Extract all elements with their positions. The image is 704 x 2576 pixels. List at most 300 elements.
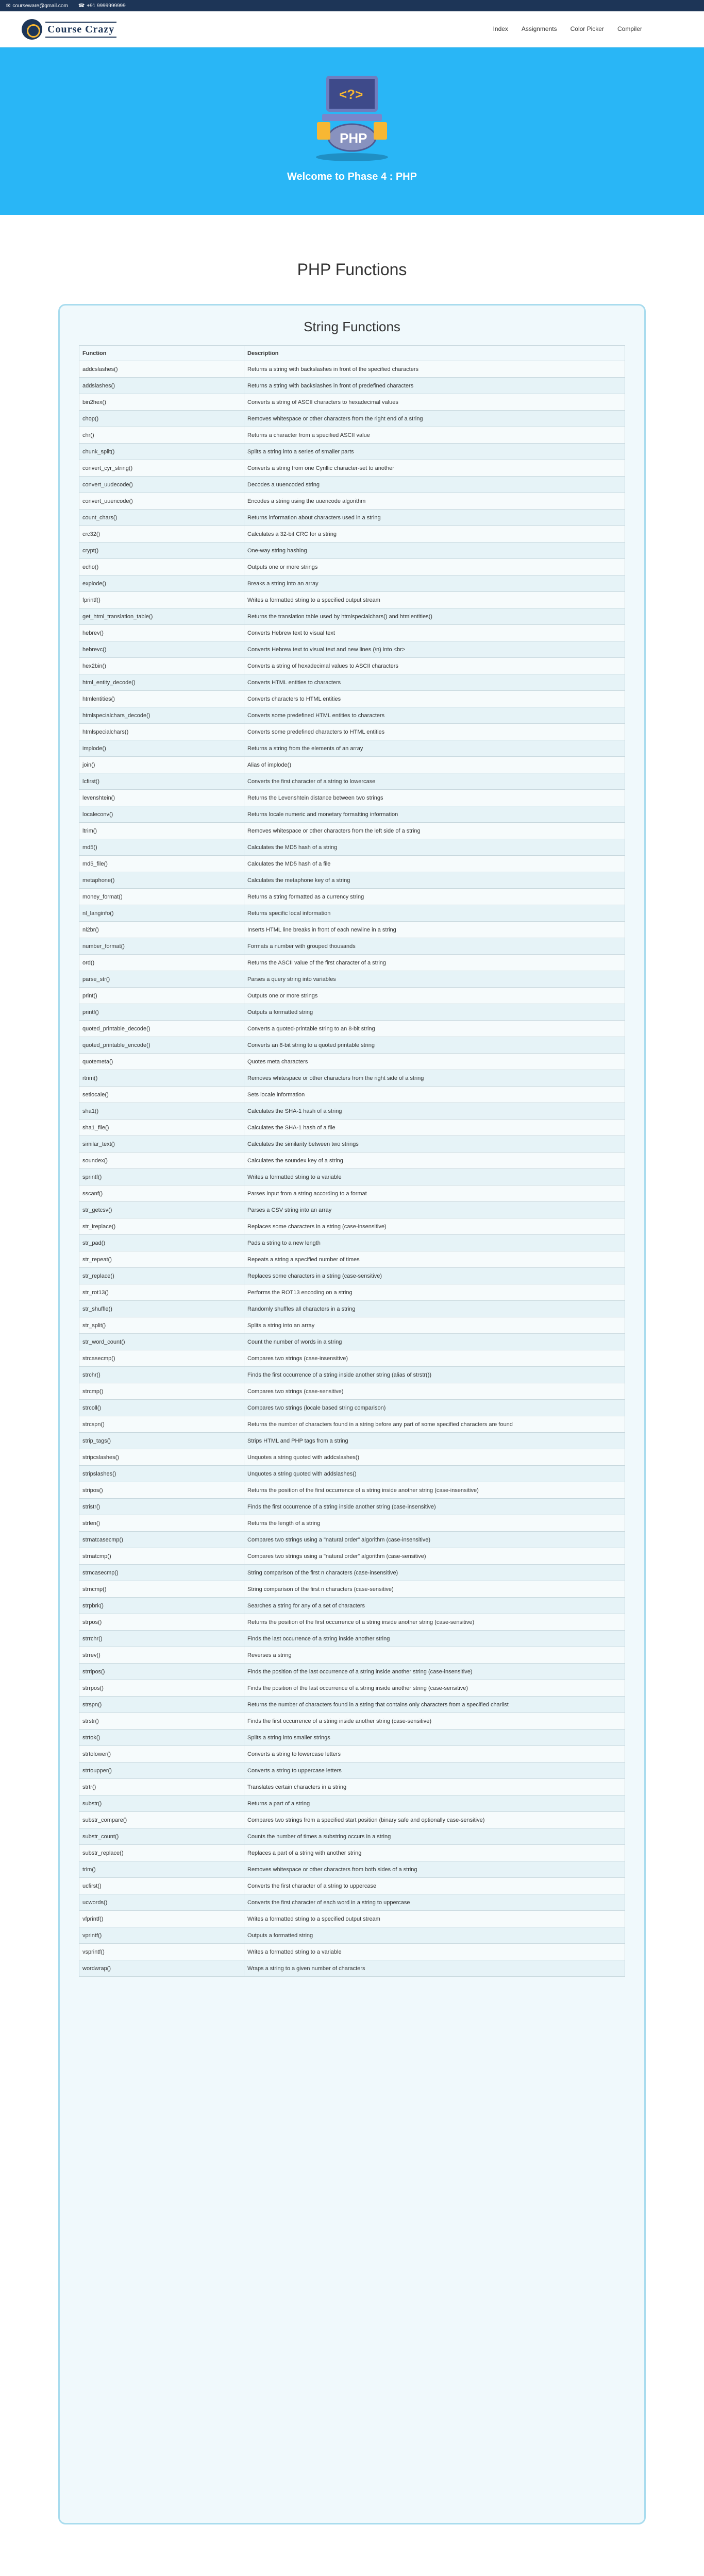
phone-contact[interactable] xyxy=(78,3,126,9)
description-cell: Converts a string of ASCII characters to hexadecimal values xyxy=(244,394,625,411)
table-row xyxy=(79,1631,625,1647)
description-cell: Writes a formatted string to a variable xyxy=(244,1944,625,1960)
function-cell: htmlspecialchars_decode() xyxy=(79,707,244,724)
function-cell: strip_tags() xyxy=(79,1433,244,1449)
logo-text: Course Crazy xyxy=(45,22,116,38)
description-cell: Converts some predefined characters to HTML entities xyxy=(244,724,625,740)
description-cell: Removes whitespace or other characters from the right end of a string xyxy=(244,411,625,427)
description-cell: Converts a string from one Cyrillic character-set to another xyxy=(244,460,625,477)
function-cell: printf() xyxy=(79,1004,244,1021)
description-cell: Converts characters to HTML entities xyxy=(244,691,625,707)
description-cell: Unquotes a string quoted with addslashes() xyxy=(244,1466,625,1482)
table-row xyxy=(79,1268,625,1284)
description-cell: Returns the ASCII value of the first character of a string xyxy=(244,955,625,971)
nav-item-index[interactable]: Index xyxy=(493,25,508,32)
function-cell: substr_count() xyxy=(79,1828,244,1845)
function-cell: strnatcasecmp() xyxy=(79,1532,244,1548)
table-row xyxy=(79,1284,625,1301)
function-cell: sha1_file() xyxy=(79,1120,244,1136)
table-row xyxy=(79,1598,625,1614)
hero-title: Welcome to Phase 4 : PHP xyxy=(287,171,417,182)
description-cell: Finds the first occurrence of a string inside another string (case-sensitive) xyxy=(244,1713,625,1730)
table-row xyxy=(79,444,625,460)
table-row xyxy=(79,938,625,955)
description-cell: One-way string hashing xyxy=(244,543,625,559)
function-cell: hebrev() xyxy=(79,625,244,641)
description-cell: Parses a CSV string into an array xyxy=(244,1202,625,1218)
function-cell: bin2hex() xyxy=(79,394,244,411)
function-cell: strrpos() xyxy=(79,1680,244,1697)
table-row xyxy=(79,757,625,773)
description-cell: Converts the first character of a string to uppercase xyxy=(244,1878,625,1894)
function-cell: str_pad() xyxy=(79,1235,244,1251)
function-cell: strtoupper() xyxy=(79,1762,244,1779)
function-cell: implode() xyxy=(79,740,244,757)
description-cell: Replaces some characters in a string (case-sensitive) xyxy=(244,1268,625,1284)
description-cell: Calculates the soundex key of a string xyxy=(244,1153,625,1169)
description-cell: Finds the first occurrence of a string inside another string (alias of strstr()) xyxy=(244,1367,625,1383)
function-cell: str_word_count() xyxy=(79,1334,244,1350)
function-cell: count_chars() xyxy=(79,510,244,526)
function-cell: strncmp() xyxy=(79,1581,244,1598)
function-cell: levenshtein() xyxy=(79,790,244,806)
table-row xyxy=(79,1894,625,1911)
description-cell: Converts the first character of a string to lowercase xyxy=(244,773,625,790)
table-row xyxy=(79,1185,625,1202)
function-cell: sprintf() xyxy=(79,1169,244,1185)
table-row xyxy=(79,691,625,707)
table-row xyxy=(79,1927,625,1944)
page-title: PHP Functions xyxy=(297,260,407,279)
table-row xyxy=(79,361,625,378)
svg-text:<?>: <?> xyxy=(339,87,363,102)
table-row xyxy=(79,1795,625,1812)
function-cell: strcasecmp() xyxy=(79,1350,244,1367)
table-row xyxy=(79,625,625,641)
description-cell: Writes a formatted string to a specified output stream xyxy=(244,592,625,608)
table-row xyxy=(79,1779,625,1795)
table-row xyxy=(79,1054,625,1070)
description-cell: Breaks a string into an array xyxy=(244,575,625,592)
table-row xyxy=(79,1400,625,1416)
nav-item-assignments[interactable]: Assignments xyxy=(521,25,557,32)
table-row xyxy=(79,1037,625,1054)
table-row xyxy=(79,889,625,905)
description-cell: Inserts HTML line breaks in front of each newline in a string xyxy=(244,922,625,938)
description-cell: Alias of implode() xyxy=(244,757,625,773)
function-cell: stripslashes() xyxy=(79,1466,244,1482)
table-row xyxy=(79,1713,625,1730)
table-row xyxy=(79,955,625,971)
description-cell: Replaces a part of a string with another string xyxy=(244,1845,625,1861)
function-cell: chop() xyxy=(79,411,244,427)
description-cell: Removes whitespace or other characters from both sides of a string xyxy=(244,1861,625,1878)
function-cell: echo() xyxy=(79,559,244,575)
phone-text: +91 9999999999 xyxy=(87,3,126,9)
function-cell: substr() xyxy=(79,1795,244,1812)
description-cell: Parses a query string into variables xyxy=(244,971,625,988)
table-row xyxy=(79,608,625,625)
table-row xyxy=(79,839,625,856)
table-row xyxy=(79,526,625,543)
description-cell: Compares two strings using a "natural order" algorithm (case-sensitive) xyxy=(244,1548,625,1565)
nav-menu xyxy=(493,25,642,32)
description-cell: Translates certain characters in a string xyxy=(244,1779,625,1795)
table-row xyxy=(79,427,625,444)
description-cell: Outputs a formatted string xyxy=(244,1004,625,1021)
function-cell: chr() xyxy=(79,427,244,444)
table-row xyxy=(79,806,625,823)
function-cell: nl2br() xyxy=(79,922,244,938)
description-cell: Returns a string with backslashes in front of predefined characters xyxy=(244,378,625,394)
description-cell: Wraps a string to a given number of characters xyxy=(244,1960,625,1977)
description-cell: Returns a string with backslashes in front of the specified characters xyxy=(244,361,625,378)
description-cell: Calculates a 32-bit CRC for a string xyxy=(244,526,625,543)
table-row xyxy=(79,1664,625,1680)
table-row xyxy=(79,707,625,724)
description-cell: Removes whitespace or other characters from the left side of a string xyxy=(244,823,625,839)
function-cell: get_html_translation_table() xyxy=(79,608,244,625)
function-cell: money_format() xyxy=(79,889,244,905)
function-cell: htmlentities() xyxy=(79,691,244,707)
table-row xyxy=(79,1449,625,1466)
function-cell: strcoll() xyxy=(79,1400,244,1416)
table-row xyxy=(79,724,625,740)
function-cell: strcspn() xyxy=(79,1416,244,1433)
description-cell: Searches a string for any of a set of characters xyxy=(244,1598,625,1614)
description-cell: Unquotes a string quoted with addcslashes() xyxy=(244,1449,625,1466)
column-header-description: Description xyxy=(244,346,625,361)
table-row xyxy=(79,1614,625,1631)
function-cell: strtok() xyxy=(79,1730,244,1746)
table-row xyxy=(79,493,625,510)
php-illustration-icon xyxy=(311,71,393,163)
table-row xyxy=(79,1828,625,1845)
description-cell: Parses input from a string according to a format xyxy=(244,1185,625,1202)
table-row xyxy=(79,1548,625,1565)
description-cell: Strips HTML and PHP tags from a string xyxy=(244,1433,625,1449)
description-cell: Outputs one or more strings xyxy=(244,988,625,1004)
function-cell: hebrevc() xyxy=(79,641,244,658)
hero-illustration-label: PHP xyxy=(340,130,367,146)
description-cell: Compares two strings from a specified start position (binary safe and optionally case-sensitive) xyxy=(244,1812,625,1828)
description-cell: Calculates the similarity between two strings xyxy=(244,1136,625,1153)
function-cell: htmlspecialchars() xyxy=(79,724,244,740)
string-functions-table xyxy=(79,345,625,1977)
function-cell: strpos() xyxy=(79,1614,244,1631)
email-contact[interactable] xyxy=(6,3,68,9)
table-row xyxy=(79,1416,625,1433)
table-row xyxy=(79,1532,625,1548)
table-row xyxy=(79,658,625,674)
function-cell: vsprintf() xyxy=(79,1944,244,1960)
description-cell: Converts some predefined HTML entities to characters xyxy=(244,707,625,724)
table-row xyxy=(79,559,625,575)
function-cell: fprintf() xyxy=(79,592,244,608)
table-row xyxy=(79,971,625,988)
description-cell: Converts a string to lowercase letters xyxy=(244,1746,625,1762)
description-cell: Returns a string from the elements of an array xyxy=(244,740,625,757)
function-cell: wordwrap() xyxy=(79,1960,244,1977)
function-cell: localeconv() xyxy=(79,806,244,823)
description-cell: Converts an 8-bit string to a quoted printable string xyxy=(244,1037,625,1054)
table-row xyxy=(79,411,625,427)
table-row xyxy=(79,1301,625,1317)
table-row xyxy=(79,1317,625,1334)
function-cell: md5_file() xyxy=(79,856,244,872)
table-row xyxy=(79,1499,625,1515)
function-cell: str_repeat() xyxy=(79,1251,244,1268)
function-cell: soundex() xyxy=(79,1153,244,1169)
description-cell: Calculates the SHA-1 hash of a file xyxy=(244,1120,625,1136)
function-cell: str_ireplace() xyxy=(79,1218,244,1235)
function-cell: str_rot13() xyxy=(79,1284,244,1301)
function-cell: rtrim() xyxy=(79,1070,244,1087)
function-cell: lcfirst() xyxy=(79,773,244,790)
table-row xyxy=(79,1482,625,1499)
nav-item-color-picker[interactable]: Color Picker xyxy=(570,25,604,32)
description-cell: Calculates the MD5 hash of a file xyxy=(244,856,625,872)
function-cell: similar_text() xyxy=(79,1136,244,1153)
function-cell: str_split() xyxy=(79,1317,244,1334)
description-cell: Replaces some characters in a string (case-insensitive) xyxy=(244,1218,625,1235)
table-row xyxy=(79,1762,625,1779)
table-row xyxy=(79,1169,625,1185)
mail-icon: ✉ xyxy=(6,3,11,9)
description-cell: Returns specific local information xyxy=(244,905,625,922)
description-cell: Outputs a formatted string xyxy=(244,1927,625,1944)
function-cell: strchr() xyxy=(79,1367,244,1383)
function-cell: quoted_printable_encode() xyxy=(79,1037,244,1054)
function-cell: substr_compare() xyxy=(79,1812,244,1828)
function-cell: vprintf() xyxy=(79,1927,244,1944)
function-cell: convert_cyr_string() xyxy=(79,460,244,477)
table-row xyxy=(79,1103,625,1120)
table-row xyxy=(79,1697,625,1713)
description-cell: Returns the position of the first occurrence of a string inside another string (case-insensitive) xyxy=(244,1482,625,1499)
description-cell: Returns the number of characters found in a string before any part of some specified characters are found xyxy=(244,1416,625,1433)
description-cell: Compares two strings (case-insensitive) xyxy=(244,1350,625,1367)
table-row xyxy=(79,543,625,559)
description-cell: Calculates the MD5 hash of a string xyxy=(244,839,625,856)
table-row xyxy=(79,1812,625,1828)
description-cell: Returns the translation table used by htmlspecialchars() and htmlentities() xyxy=(244,608,625,625)
table-row xyxy=(79,641,625,658)
function-cell: setlocale() xyxy=(79,1087,244,1103)
table-row xyxy=(79,1334,625,1350)
table-row xyxy=(79,1878,625,1894)
function-cell: sha1() xyxy=(79,1103,244,1120)
function-cell: stripos() xyxy=(79,1482,244,1499)
description-cell: Formats a number with grouped thousands xyxy=(244,938,625,955)
function-cell: strtolower() xyxy=(79,1746,244,1762)
table-row xyxy=(79,1153,625,1169)
table-row xyxy=(79,1021,625,1037)
function-cell: hex2bin() xyxy=(79,658,244,674)
email-text: courseware@gmail.com xyxy=(12,3,68,9)
logo-emblem-icon xyxy=(22,19,42,40)
function-cell: md5() xyxy=(79,839,244,856)
table-row xyxy=(79,790,625,806)
description-cell: Returns a character from a specified ASCII value xyxy=(244,427,625,444)
description-cell: Converts Hebrew text to visual text and new lines (\n) into <br> xyxy=(244,641,625,658)
description-cell: Finds the position of the last occurrence of a string inside another string (case-sensitive) xyxy=(244,1680,625,1697)
table-row xyxy=(79,1004,625,1021)
hero-banner xyxy=(0,47,704,215)
table-row xyxy=(79,1350,625,1367)
description-cell: Compares two strings (case-sensitive) xyxy=(244,1383,625,1400)
description-cell: Finds the first occurrence of a string inside another string (case-insensitive) xyxy=(244,1499,625,1515)
table-row xyxy=(79,905,625,922)
table-row xyxy=(79,1120,625,1136)
function-cell: str_getcsv() xyxy=(79,1202,244,1218)
function-cell: print() xyxy=(79,988,244,1004)
table-row xyxy=(79,460,625,477)
description-cell: Sets locale information xyxy=(244,1087,625,1103)
function-cell: stristr() xyxy=(79,1499,244,1515)
table-row xyxy=(79,378,625,394)
table-row xyxy=(79,872,625,889)
main-navbar xyxy=(0,11,704,47)
column-header-function: Function xyxy=(79,346,244,361)
description-cell: Compares two strings (locale based string comparison) xyxy=(244,1400,625,1416)
description-cell: String comparison of the first n characters (case-insensitive) xyxy=(244,1565,625,1581)
table-row xyxy=(79,674,625,691)
table-row xyxy=(79,1944,625,1960)
function-cell: chunk_split() xyxy=(79,444,244,460)
table-row xyxy=(79,773,625,790)
description-cell: Encodes a string using the uuencode algorithm xyxy=(244,493,625,510)
table-row xyxy=(79,1845,625,1861)
table-row xyxy=(79,1383,625,1400)
table-row xyxy=(79,1070,625,1087)
table-row xyxy=(79,922,625,938)
function-cell: quoted_printable_decode() xyxy=(79,1021,244,1037)
description-cell: Converts a string of hexadecimal values to ASCII characters xyxy=(244,658,625,674)
phone-icon: ☎ xyxy=(78,3,85,9)
table-row xyxy=(79,1235,625,1251)
description-cell: Writes a formatted string to a variable xyxy=(244,1169,625,1185)
table-row xyxy=(79,1251,625,1268)
table-row xyxy=(79,1647,625,1664)
function-cell: ltrim() xyxy=(79,823,244,839)
table-row xyxy=(79,1202,625,1218)
string-section-title: String Functions xyxy=(304,319,400,334)
description-cell: Splits a string into a series of smaller parts xyxy=(244,444,625,460)
table-row xyxy=(79,1218,625,1235)
description-cell: Splits a string into an array xyxy=(244,1317,625,1334)
description-cell: Reverses a string xyxy=(244,1647,625,1664)
top-contact-bar xyxy=(0,0,704,11)
description-cell: Splits a string into smaller strings xyxy=(244,1730,625,1746)
table-row xyxy=(79,823,625,839)
function-cell: convert_uudecode() xyxy=(79,477,244,493)
function-cell: stripcslashes() xyxy=(79,1449,244,1466)
function-cell: strrchr() xyxy=(79,1631,244,1647)
description-cell: Finds the position of the last occurrence of a string inside another string (case-insensitive) xyxy=(244,1664,625,1680)
function-cell: sscanf() xyxy=(79,1185,244,1202)
table-row xyxy=(79,1367,625,1383)
function-cell: crc32() xyxy=(79,526,244,543)
function-cell: number_format() xyxy=(79,938,244,955)
table-row xyxy=(79,1861,625,1878)
function-cell: html_entity_decode() xyxy=(79,674,244,691)
description-cell: Quotes meta characters xyxy=(244,1054,625,1070)
function-cell: quotemeta() xyxy=(79,1054,244,1070)
description-cell: Decodes a uuencoded string xyxy=(244,477,625,493)
description-cell: Compares two strings using a "natural order" algorithm (case-insensitive) xyxy=(244,1532,625,1548)
description-cell: Converts a string to uppercase letters xyxy=(244,1762,625,1779)
table-row xyxy=(79,988,625,1004)
table-row xyxy=(79,1466,625,1482)
description-cell: Count the number of words in a string xyxy=(244,1334,625,1350)
table-row xyxy=(79,1746,625,1762)
table-row xyxy=(79,1911,625,1927)
description-cell: Returns information about characters used in a string xyxy=(244,510,625,526)
function-cell: str_replace() xyxy=(79,1268,244,1284)
description-cell: Calculates the SHA-1 hash of a string xyxy=(244,1103,625,1120)
function-cell: str_shuffle() xyxy=(79,1301,244,1317)
function-cell: strripos() xyxy=(79,1664,244,1680)
function-cell: strncasecmp() xyxy=(79,1565,244,1581)
description-cell: Performs the ROT13 encoding on a string xyxy=(244,1284,625,1301)
table-row xyxy=(79,592,625,608)
description-cell: Returns the Levenshtein distance between two strings xyxy=(244,790,625,806)
table-row xyxy=(79,1730,625,1746)
function-cell: ucfirst() xyxy=(79,1878,244,1894)
description-cell: Finds the last occurrence of a string inside another string xyxy=(244,1631,625,1647)
function-cell: strspn() xyxy=(79,1697,244,1713)
table-row xyxy=(79,575,625,592)
function-cell: strrev() xyxy=(79,1647,244,1664)
table-row xyxy=(79,856,625,872)
function-cell: addslashes() xyxy=(79,378,244,394)
table-row xyxy=(79,1087,625,1103)
site-logo[interactable] xyxy=(22,18,116,41)
description-cell: Repeats a string a specified number of times xyxy=(244,1251,625,1268)
description-cell: Returns the position of the first occurrence of a string inside another string (case-sensitive) xyxy=(244,1614,625,1631)
table-row xyxy=(79,1960,625,1977)
nav-item-compiler[interactable]: Compiler xyxy=(617,25,642,32)
function-cell: strnatcmp() xyxy=(79,1548,244,1565)
function-cell: join() xyxy=(79,757,244,773)
table-row xyxy=(79,1565,625,1581)
table-row xyxy=(79,1515,625,1532)
description-cell: Returns a string formatted as a currency string xyxy=(244,889,625,905)
function-cell: parse_str() xyxy=(79,971,244,988)
description-cell: Returns a part of a string xyxy=(244,1795,625,1812)
function-cell: strtr() xyxy=(79,1779,244,1795)
description-cell: Writes a formatted string to a specified output stream xyxy=(244,1911,625,1927)
description-cell: Converts a quoted-printable string to an 8-bit string xyxy=(244,1021,625,1037)
function-cell: ucwords() xyxy=(79,1894,244,1911)
description-cell: Converts the first character of each word in a string to uppercase xyxy=(244,1894,625,1911)
table-row xyxy=(79,1581,625,1598)
function-cell: ord() xyxy=(79,955,244,971)
description-cell: Randomly shuffles all characters in a string xyxy=(244,1301,625,1317)
table-row xyxy=(79,477,625,493)
table-row xyxy=(79,1136,625,1153)
table-row xyxy=(79,394,625,411)
description-cell: Removes whitespace or other characters from the right side of a string xyxy=(244,1070,625,1087)
description-cell: Pads a string to a new length xyxy=(244,1235,625,1251)
function-cell: convert_uuencode() xyxy=(79,493,244,510)
description-cell: Returns the number of characters found in a string that contains only characters from a specified charlist xyxy=(244,1697,625,1713)
description-cell: Calculates the metaphone key of a string xyxy=(244,872,625,889)
function-cell: explode() xyxy=(79,575,244,592)
function-cell: trim() xyxy=(79,1861,244,1878)
function-cell: addcslashes() xyxy=(79,361,244,378)
